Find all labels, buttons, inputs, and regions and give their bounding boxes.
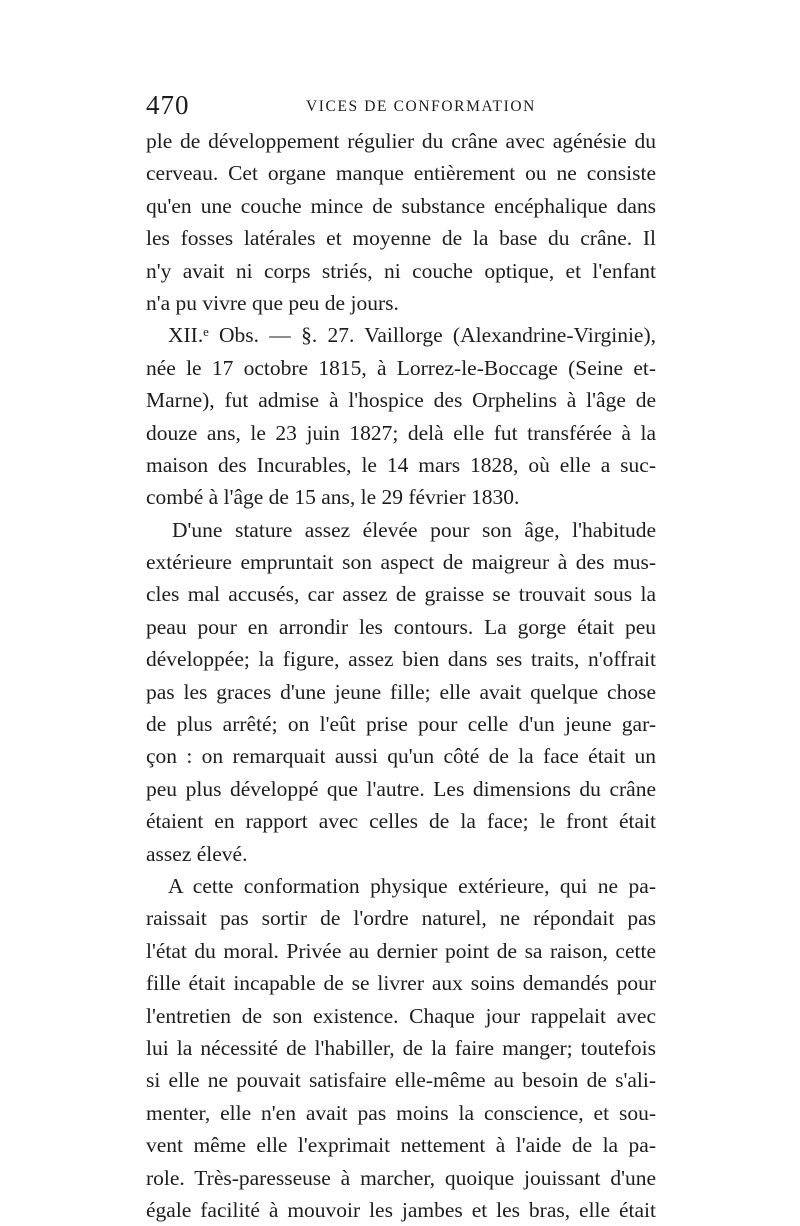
page-header	[146, 90, 656, 124]
text-line: pas les graces d'une jeune fille; elle avait quelque chose	[146, 679, 656, 704]
text-line: douze ans, le 23 juin 1827; delà elle fut transférée à la	[146, 420, 656, 445]
text-line: maison des Incurables, le 14 mars 1828, où elle a suc-	[146, 452, 656, 477]
text-line: égale facilité à mouvoir les jambes et les bras, elle était	[146, 1197, 656, 1222]
text-line: n'y avait ni corps striés, ni couche optique, et l'enfant	[146, 258, 656, 283]
page-number: 470	[146, 90, 190, 120]
text-line: de plus arrêté; on l'eût prise pour celle d'un jeune gar-	[146, 712, 656, 737]
text-line: née le 17 octobre 1815, à Lorrez-le-Boccage (Seine et-	[146, 355, 656, 380]
text-line: Marne), fut admise à l'hospice des Orphelins à l'âge de	[146, 388, 656, 413]
text-line: D'une stature assez élevée pour son âge, l'habitude	[172, 517, 656, 542]
text-line: vent même elle l'exprimait nettement à l'aide de la pa-	[146, 1133, 656, 1158]
text-line: l'état du moral. Privée au dernier point de sa raison, cette	[146, 938, 656, 963]
text-line: raissait pas sortir de l'ordre naturel, ne répondait pas	[146, 906, 656, 931]
text-line: développée; la figure, assez bien dans ses traits, n'offrait	[146, 647, 656, 672]
text-line: role. Très-paresseuse à marcher, quoique jouissant d'une	[146, 1165, 656, 1190]
text-line: combé à l'âge de 15 ans, le 29 février 1830.	[146, 485, 520, 510]
text-line: menter, elle n'en avait pas moins la conscience, et sou-	[146, 1100, 656, 1125]
text-line: cles mal accusés, car assez de graisse se trouvait sous la	[146, 582, 656, 607]
text-line: étaient en rapport avec celles de la face; le front était	[146, 809, 656, 834]
text-line: peau pour en arrondir les contours. La gorge était peu	[146, 614, 656, 639]
text-line: ple de développement régulier du crâne avec agénésie du	[146, 129, 656, 153]
text-line: lui la nécessité de l'habiller, de la faire manger; toutefois	[146, 1035, 656, 1060]
text-line: si elle ne pouvait satisfaire elle-même au besoin de s'ali-	[146, 1068, 656, 1093]
text-line: les fosses latérales et moyenne de la base du crâne. Il	[146, 226, 656, 251]
text-line: qu'en une couche mince de substance encéphalique dans	[146, 193, 656, 218]
text-line: fille était incapable de se livrer aux soins demandés pour	[146, 971, 656, 996]
text-line: A cette conformation physique extérieure, qui ne pa-	[168, 873, 656, 898]
text-line: assez élevé.	[146, 841, 248, 866]
text-line: cerveau. Cet organe manque entièrement ou ne consiste	[146, 161, 656, 186]
text-line: çon : on remarquait aussi qu'un côté de la face était un	[146, 744, 656, 769]
text-line: peu plus développé que l'autre. Les dimensions du crâne	[146, 776, 656, 801]
text-line: extérieure empruntait son aspect de maigreur à des mus-	[146, 550, 656, 575]
running-head: VICES DE CONFORMATION	[306, 98, 536, 115]
body-text	[146, 125, 656, 1226]
text-line: XII.ᵉ Obs. — §. 27. Vaillorge (Alexandrine-Virginie),	[168, 323, 656, 348]
text-line: l'entretien de son existence. Chaque jour rappelait avec	[146, 1003, 656, 1028]
text-line: n'a pu vivre que peu de jours.	[146, 290, 399, 315]
